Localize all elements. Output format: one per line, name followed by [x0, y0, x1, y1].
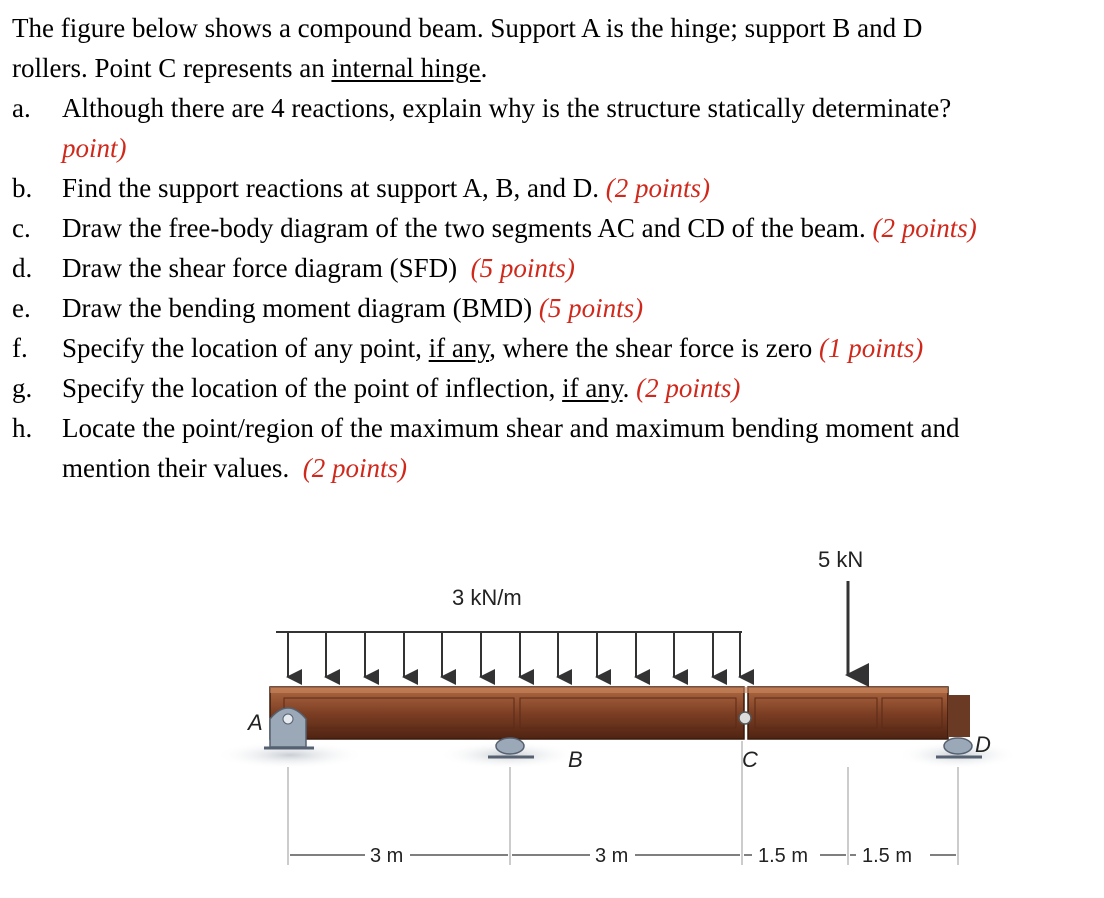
problem-text: [12, 8, 1104, 488]
beam: [270, 687, 970, 739]
question-text-start: Specify the location of any point,: [62, 333, 429, 363]
question-label: h.: [12, 413, 33, 443]
question-text-line-2: mention their values.: [62, 453, 290, 483]
distributed-load-arrows: [276, 632, 742, 677]
question-text: Draw the bending moment diagram (BMD): [62, 293, 533, 323]
label-c: C: [742, 747, 758, 772]
label-b: B: [568, 747, 583, 772]
intro-line-1: The figure below shows a compound beam. Support A is the hinge; support B and D: [12, 13, 923, 43]
internal-hinge-term: internal hinge: [331, 53, 481, 83]
dimension-label: 3 m: [595, 845, 629, 867]
question-text: Draw the free-body diagram of the two segments AC and CD of the beam.: [62, 213, 866, 243]
question-points: (2 points): [636, 373, 741, 403]
question-label: c.: [12, 213, 31, 243]
question-text-end: , where the shear force is zero: [489, 333, 813, 363]
intro-line-2-end: .: [480, 53, 488, 83]
if-any-term: if any: [428, 333, 490, 363]
label-a: A: [248, 710, 263, 735]
question-points: (2 points): [605, 173, 710, 203]
question-label: g.: [12, 373, 33, 403]
question-label: e.: [12, 293, 31, 323]
question-c: [12, 208, 1104, 248]
question-text: Locate the point/region of the maximum shear and maximum bending moment and: [62, 413, 960, 443]
question-b: [12, 168, 1104, 208]
question-list: [12, 88, 1104, 488]
question-points: (5 points): [470, 253, 575, 283]
problem-intro: [12, 8, 1104, 88]
question-label: d.: [12, 253, 33, 283]
question-text: Although there are 4 reactions, explain why is the structure statically determinate?: [62, 93, 952, 123]
question-points: (2 points): [302, 453, 407, 483]
question-points: (5 points): [538, 293, 644, 323]
question-a: [12, 88, 1104, 168]
dimension-label: 1.5 m: [758, 845, 809, 867]
question-points: point): [62, 133, 127, 163]
if-any-term: if any: [562, 373, 623, 403]
question-points: (1 points): [818, 333, 924, 363]
question-label: f.: [12, 333, 28, 363]
question-text: Find the support reactions at support A, B, and D.: [62, 173, 599, 203]
label-d: D: [975, 732, 991, 757]
question-points: (2 points): [872, 213, 977, 243]
question-text-start: Specify the location of the point of inflection,: [62, 373, 563, 403]
distributed-load-label: 3 kN/m: [452, 585, 522, 610]
question-text: Draw the shear force diagram (SFD): [62, 253, 458, 283]
internal-hinge-c: [739, 712, 751, 724]
question-label: b.: [12, 173, 33, 203]
point-load-label: 5 kN: [818, 547, 864, 572]
question-d: [12, 248, 1104, 288]
compound-beam-figure: [0, 505, 1104, 898]
intro-line-2-start: rollers. Point C represents an: [12, 53, 332, 83]
question-f: [12, 328, 1104, 368]
question-g: [12, 368, 1104, 408]
question-e: [12, 288, 1104, 328]
question-label: a.: [12, 93, 31, 123]
question-h: [12, 408, 1104, 488]
dimension-label: 1.5 m: [862, 845, 913, 867]
question-text-end: .: [622, 373, 630, 403]
dimension-label: 3 m: [370, 845, 404, 867]
